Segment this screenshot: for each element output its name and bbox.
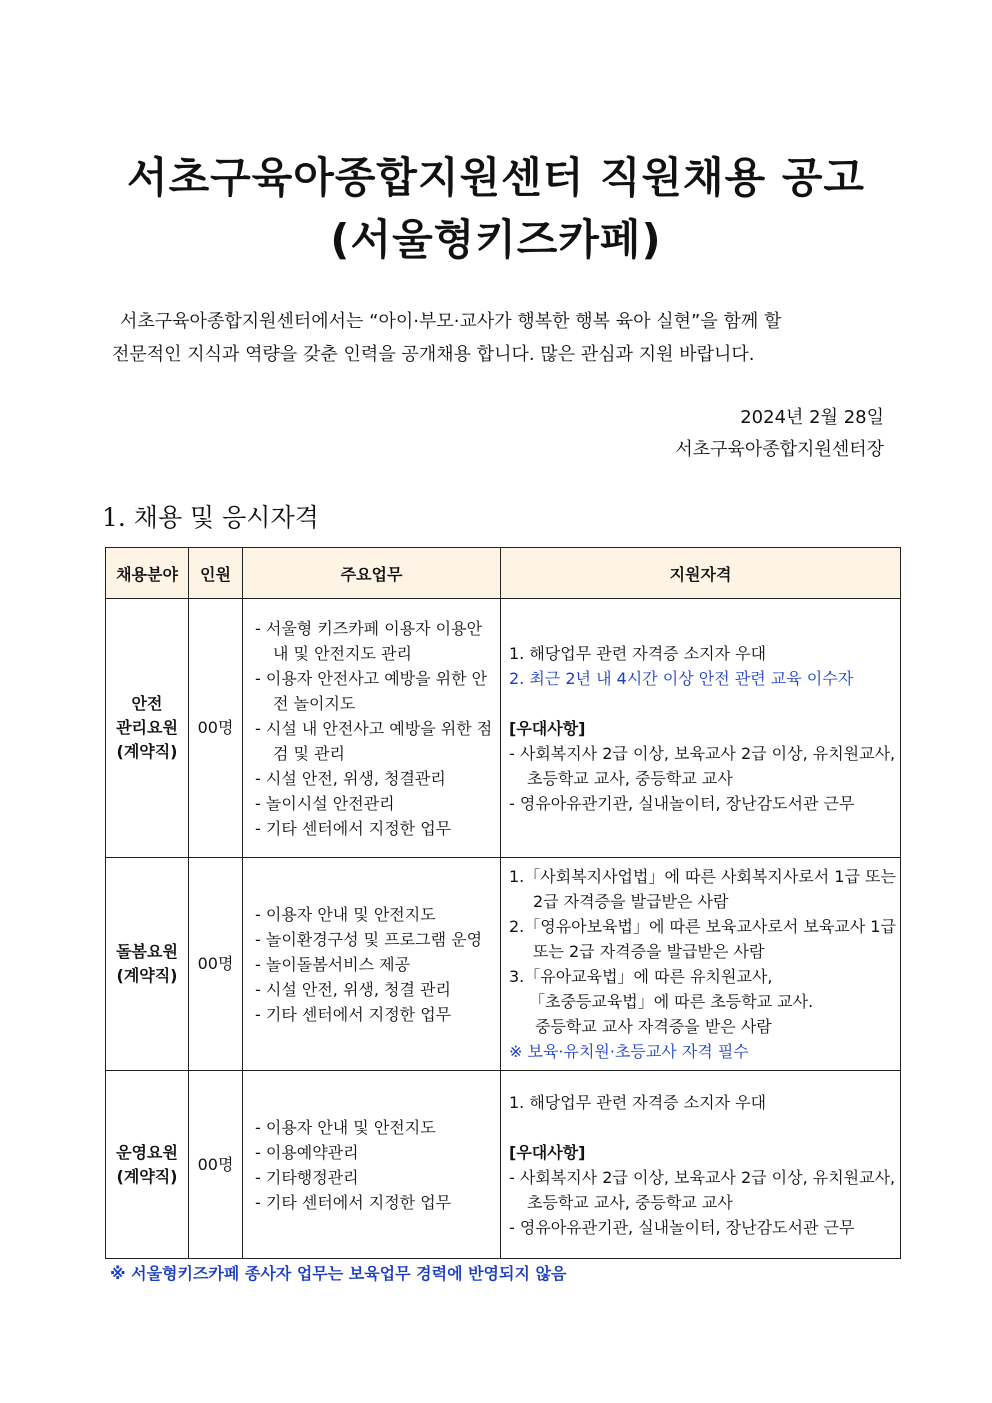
duties-cell — [243, 1071, 501, 1259]
duty-item: - 시설 안전, 위생, 청결 관리 — [255, 979, 451, 999]
qualifications-cell — [501, 1071, 901, 1259]
duty-item: - 이용자 안전사고 예방을 위한 안전 놀이지도 — [255, 668, 488, 713]
qualification-item: 1. 해당업무 관련 자격증 소지자 우대 — [509, 1092, 767, 1112]
duty-item: - 서울형 키즈카페 이용자 이용안내 및 안전지도 관리 — [255, 618, 483, 663]
qualification-item: 2.「영유아보육법」에 따른 보육교사로서 보육교사 1급 또는 2급 자격증을 발급받은 사람 — [509, 917, 896, 961]
preference-header: [우대사항] — [509, 1142, 586, 1162]
page-subtitle: (서울형키즈카페) — [330, 215, 662, 264]
field-name: 운영요원 — [116, 1142, 178, 1162]
count-cell: 00명 — [189, 599, 243, 858]
qualification-item-cont: 중등학교 교사 자격증을 받은 사람 — [535, 1017, 772, 1036]
field-name: 관리요원 — [116, 718, 178, 737]
duty-item: - 놀이돌봄서비스 제공 — [255, 954, 411, 974]
intro-line-1: 서초구육아종합지원센터에서는 “아이·부모·교사가 행복한 행복 육아 실현”을 함께 할 — [120, 311, 782, 332]
qualification-item: 3.「유아교육법」에 따른 유치원교사, — [509, 967, 773, 986]
header-field: 채용분야 — [106, 548, 189, 599]
duty-item: - 놀이환경구성 및 프로그램 운영 — [255, 929, 483, 949]
duty-item: - 이용자 안내 및 안전지도 — [255, 1117, 436, 1137]
preference-item: - 영유아유관기관, 실내놀이터, 장난감도서관 근무 — [509, 1217, 855, 1237]
header-qualifications: 지원자격 — [501, 548, 901, 599]
table-row — [106, 599, 901, 858]
header-count: 인원 — [189, 548, 243, 599]
qualification-item-required: 2. 최근 2년 내 4시간 이상 안전 관련 교육 이수자 — [509, 668, 854, 688]
field-name: 돌봄요원 — [116, 942, 178, 961]
field-cell — [106, 599, 189, 858]
issuer: 서초구육아종합지원센터장 — [675, 439, 884, 460]
field-cell — [106, 1071, 189, 1259]
field-contract-type: (계약직) — [116, 966, 178, 985]
duty-item: - 이용자 안내 및 안전지도 — [255, 904, 436, 924]
duty-item: - 기타 센터에서 지정한 업무 — [255, 818, 452, 838]
announcement-date: 2024년 2월 28일 — [740, 407, 884, 428]
duty-item: - 시설 안전, 위생, 청결관리 — [255, 768, 446, 788]
preference-item: - 사회복지사 2급 이상, 보육교사 2급 이상, 유치원교사, 초등학교 교사, 중등학교 교사 — [509, 1167, 896, 1212]
duties-cell — [243, 599, 501, 858]
field-cell — [106, 858, 189, 1071]
duties-cell — [243, 858, 501, 1071]
qualification-item-cont: 「초중등교육법」에 따른 초등학교 교사. — [529, 992, 814, 1011]
duty-item: - 시설 내 안전사고 예방을 위한 점검 및 관리 — [255, 718, 493, 763]
preference-item: - 사회복지사 2급 이상, 보육교사 2급 이상, 유치원교사, 초등학교 교사, 중등학교 교사 — [509, 743, 896, 788]
qualification-item: 1. 해당업무 관련 자격증 소지자 우대 — [509, 643, 767, 663]
intro-line-2: 전문적인 지식과 역량을 갖춘 인력을 공개채용 합니다. 많은 관심과 지원 바랍니다. — [112, 344, 755, 365]
field-name: 안전 — [131, 694, 163, 713]
preference-item: - 영유아유관기관, 실내놀이터, 장난감도서관 근무 — [509, 793, 855, 813]
recruitment-table — [105, 547, 901, 1259]
duty-item: - 기타 센터에서 지정한 업무 — [255, 1004, 452, 1024]
duty-item: - 놀이시설 안전관리 — [255, 793, 395, 813]
count-cell: 00명 — [189, 858, 243, 1071]
header-duties: 주요업무 — [243, 548, 501, 599]
table-row — [106, 1071, 901, 1259]
section-heading: 1. 채용 및 응시자격 — [102, 503, 319, 532]
qualification-item: 1.「사회복지사업법」에 따른 사회복지사로서 1급 또는 2급 자격증을 발급받은 사람 — [509, 867, 896, 911]
table-header-row — [106, 548, 901, 599]
page-title: 서초구육아종합지원센터 직원채용 공고 — [127, 153, 865, 202]
count-cell: 00명 — [189, 1071, 243, 1259]
field-contract-type: (계약직) — [116, 1166, 178, 1186]
qualifications-cell — [501, 858, 901, 1071]
preference-header: [우대사항] — [509, 718, 586, 738]
field-contract-type: (계약직) — [116, 742, 178, 761]
duty-item: - 기타 센터에서 지정한 업무 — [255, 1192, 452, 1212]
table-row — [106, 858, 901, 1071]
footnote: ※ 서울형키즈카페 종사자 업무는 보육업무 경력에 반영되지 않음 — [110, 1264, 567, 1283]
qualifications-cell — [501, 599, 901, 858]
duty-item: - 기타행정관리 — [255, 1167, 359, 1187]
duty-item: - 이용예약관리 — [255, 1142, 359, 1162]
intro-paragraph — [112, 305, 887, 371]
qualification-note: ※ 보육·유치원·초등교사 자격 필수 — [509, 1042, 749, 1061]
date-block — [675, 402, 884, 466]
